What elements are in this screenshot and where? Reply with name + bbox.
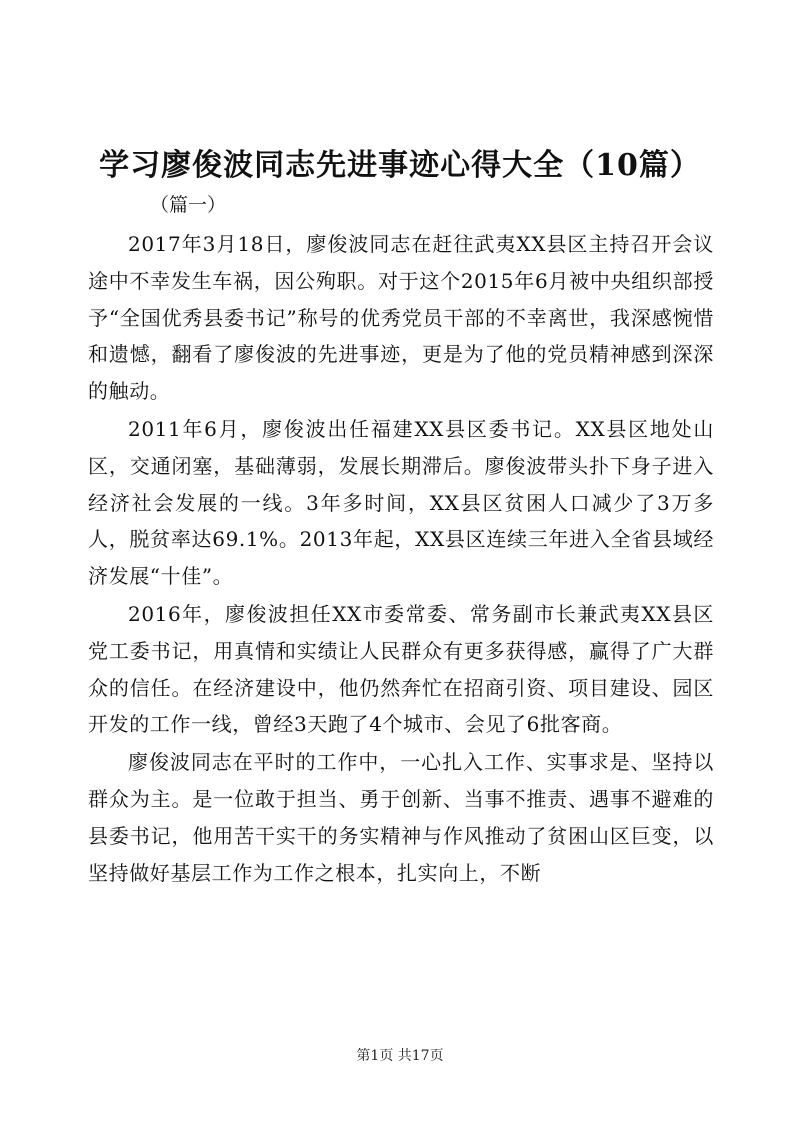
document-title: 学习廖俊波同志先进事迹心得大全（10篇）: [99, 148, 701, 183]
paragraph: 廖俊波同志在平时的工作中，一心扎入工作、实事求是、坚持以群众为主。是一位敢于担当、勇于创新、当事不推责、遇事不避难的县委书记，他用苦干实干的务实精神与作风推动了贫困山区巨变，以坚持做好基层工作为工作之根本，扎实向上，不断: [88, 750, 714, 885]
page-footer: 第1页 共17页: [356, 1048, 444, 1064]
paragraph: 2011年6月，廖俊波出任福建XX县区委书记。XX县区地处山区，交通闭塞，基础薄弱，发展长期滞后。廖俊波带头扑下身子进入经济社会发展的一线。3年多时间，XX县区贫困人口减少了3万多人，脱贫率达69.1%。2013年起，XX县区连续三年进入全省县域经济发展“十佳”。: [88, 416, 714, 589]
paragraph: 2016年，廖俊波担任XX市委常委、常务副市长兼武夷XX县区党工委书记，用真情和实绩让人民群众有更多获得感，赢得了广大群众的信任。在经济建设中，他仍然奔忙在招商引资、项目建设、园区开发的工作一线，曾经3天跑了4个城市、会见了6批客商。: [88, 601, 714, 737]
document-body: [88, 226, 714, 892]
paragraph: 2017年3月18日，廖俊波同志在赶往武夷XX县区主持召开会议途中不幸发生车祸，因公殉职。对于这个2015年6月被中央组织部授予“全国优秀县委书记”称号的优秀党员干部的不幸离世，我深感惋惜和遗憾，翻看了廖俊波的先进事迹，更是为了他的党员精神感到深深的触动。: [88, 232, 714, 404]
section-subtitle: （篇一）: [150, 194, 227, 216]
